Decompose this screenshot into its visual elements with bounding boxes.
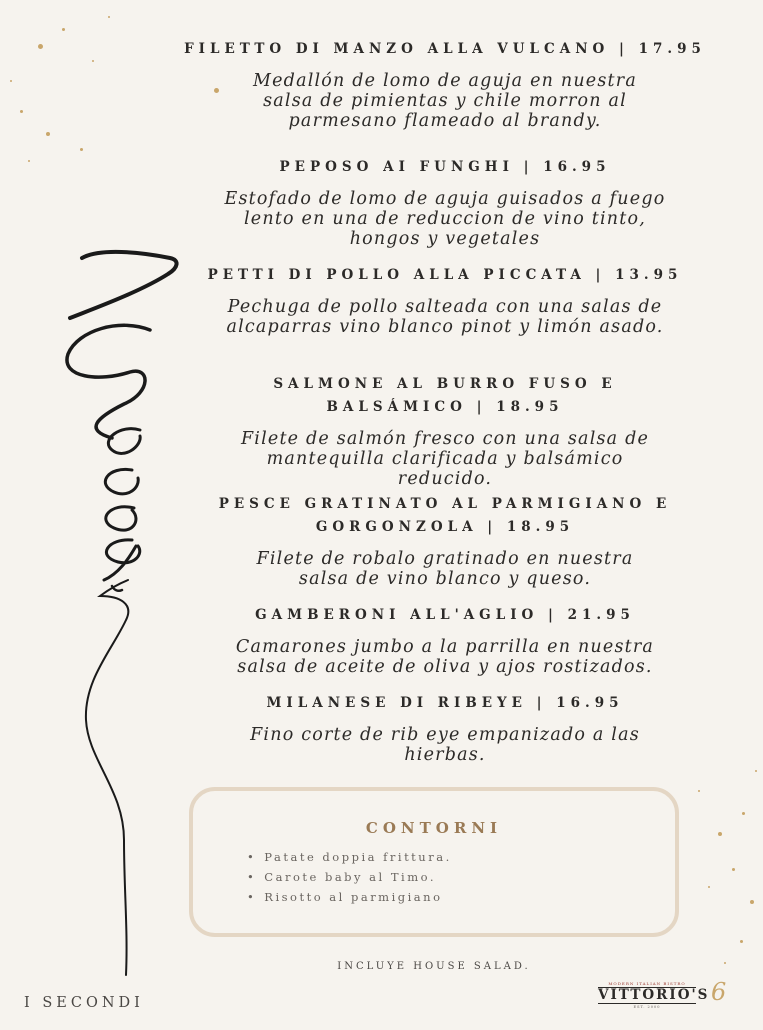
vittorios-logo xyxy=(598,981,710,1019)
contorni-list xyxy=(247,847,452,907)
dish-filetto xyxy=(170,38,720,131)
contorni-title: CONTORNI xyxy=(365,819,503,837)
dish-description: Fino corte de rib eye empanizado a las hierbas. xyxy=(250,725,640,765)
dish-milanese xyxy=(170,692,720,765)
dish-petti-di-pollo xyxy=(170,264,720,337)
contorni-item: • Patate doppia frittura. xyxy=(247,847,452,867)
dish-name: PETTI DI POLLO ALLA PICCATA | 13.95 xyxy=(207,267,683,283)
page-number: 6 xyxy=(711,978,727,1006)
contorni-item: • Risotto al parmigiano xyxy=(247,887,452,907)
dish-name: PEPOSO AI FUNGHI | 16.95 xyxy=(279,159,611,175)
logo-brand: VITTORIO'S xyxy=(598,987,710,1003)
dish-description: Medallón de lomo de aguja en nuestra salsa de pimientas y chile morron al parmesano flameado al brandy. xyxy=(253,71,637,131)
dish-salmone xyxy=(170,373,720,489)
dish-description: Pechuga de pollo salteada con una salas de alcaparras vino blanco pinot y limón asado. xyxy=(226,297,664,337)
dish-name: SALMONE AL BURRO FUSO E BALSÁMICO | 18.95 xyxy=(273,376,617,415)
dish-name: MILANESE DI RIBEYE | 16.95 xyxy=(266,695,624,711)
dish-description: Filete de robalo gratinado en nuestra salsa de vino blanco y queso. xyxy=(256,549,634,589)
dish-name: FILETTO DI MANZO ALLA VULCANO | 17.95 xyxy=(184,41,706,57)
logo-est: EST. 2000 xyxy=(633,1005,661,1009)
contorni-box xyxy=(189,787,679,937)
dish-pesce-gratinato xyxy=(170,493,720,589)
logo-tagline: MODERN ITALIAN BISTRO xyxy=(608,981,686,986)
dish-description: Filete de salmón fresco con una salsa de mantequilla clarificada y balsámico reducido. xyxy=(240,429,650,489)
dish-gamberoni xyxy=(170,604,720,677)
house-salad-note: INCLUYE HOUSE SALAD. xyxy=(337,961,531,972)
dish-name: GAMBERONI ALL'AGLIO | 21.95 xyxy=(255,607,635,623)
dish-peposo xyxy=(170,156,720,249)
contorni-item: • Carote baby al Timo. xyxy=(247,867,452,887)
dish-description: Camarones jumbo a la parrilla en nuestra salsa de aceite de oliva y ajos rostizados. xyxy=(235,637,655,677)
section-label: I SECONDI xyxy=(24,995,144,1011)
dish-description: Estofado de lomo de aguja guisados a fuego lento en una de reduccion de vino tinto, hongos y vegetales xyxy=(224,189,666,249)
dish-name: PESCE GRATINATO AL PARMIGIANO E GORGONZOLA | 18.95 xyxy=(218,496,672,535)
